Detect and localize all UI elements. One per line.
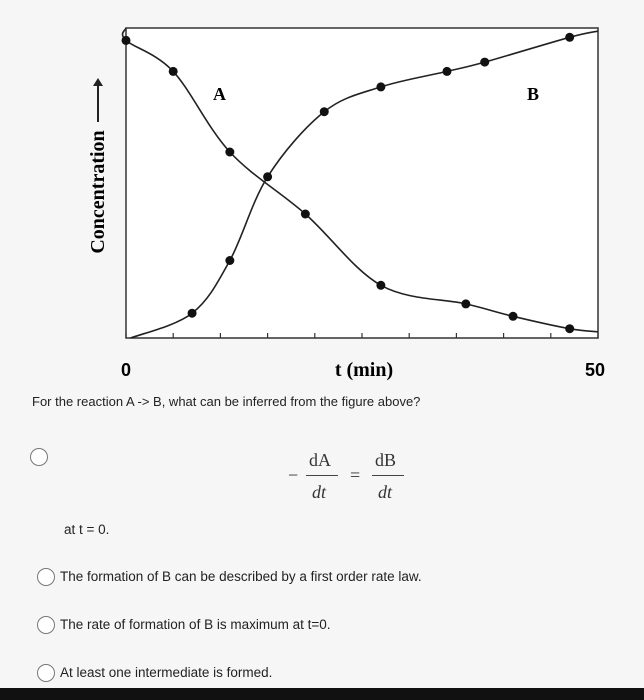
option-3-text[interactable]: The rate of formation of B is maximum at t=0.: [60, 617, 331, 632]
eq-denominator-left: dt: [312, 482, 327, 502]
data-point-a: [301, 210, 310, 219]
data-point-b: [442, 67, 451, 76]
y-axis-arrowhead: [93, 78, 103, 86]
series-label-b: B: [527, 84, 540, 104]
eq-fraction-line-right: [372, 475, 404, 476]
bottom-edge: [0, 688, 644, 700]
plot-area: [126, 28, 598, 338]
data-point-a: [376, 281, 385, 290]
eq-numerator-right: dB: [375, 450, 397, 470]
eq-denominator-right: dt: [378, 482, 393, 502]
data-point-b: [320, 107, 329, 116]
option-4-radio[interactable]: [37, 664, 55, 682]
series-label-a: A: [213, 84, 226, 104]
option-3-radio[interactable]: [37, 616, 55, 634]
data-point-b: [480, 58, 489, 67]
x-tick-label-0: 0: [120, 360, 132, 380]
data-point-a: [461, 299, 470, 308]
data-point-a: [509, 312, 518, 321]
data-point-a: [225, 148, 234, 157]
data-point-b: [225, 256, 234, 265]
option-2-radio[interactable]: [37, 568, 55, 586]
x-tick-label-50: 50: [584, 360, 606, 380]
data-point-a: [565, 324, 574, 333]
data-point-b: [565, 33, 574, 42]
data-point-a: [169, 67, 178, 76]
option-4-text[interactable]: At least one intermediate is formed.: [60, 665, 273, 680]
option-2-text[interactable]: The formation of B can be described by a first order rate law.: [60, 569, 422, 584]
data-point-a: [122, 36, 131, 45]
eq-numerator-left: dA: [309, 450, 331, 470]
option-1-radio[interactable]: [30, 448, 48, 466]
x-axis-label: t (min): [334, 359, 394, 381]
y-axis-label: Concentration: [87, 130, 109, 254]
y-axis-label-group: [87, 78, 109, 254]
eq-minus: −: [288, 465, 299, 485]
data-point-b: [376, 82, 385, 91]
option-1-text: at t = 0.: [64, 522, 110, 537]
data-point-b: [188, 309, 197, 318]
eq-fraction-line-left: [306, 475, 338, 476]
data-point-b: [263, 172, 272, 181]
question-text: For the reaction A -> B, what can be inferred from the figure above?: [32, 394, 421, 409]
eq-equals: =: [350, 465, 361, 485]
